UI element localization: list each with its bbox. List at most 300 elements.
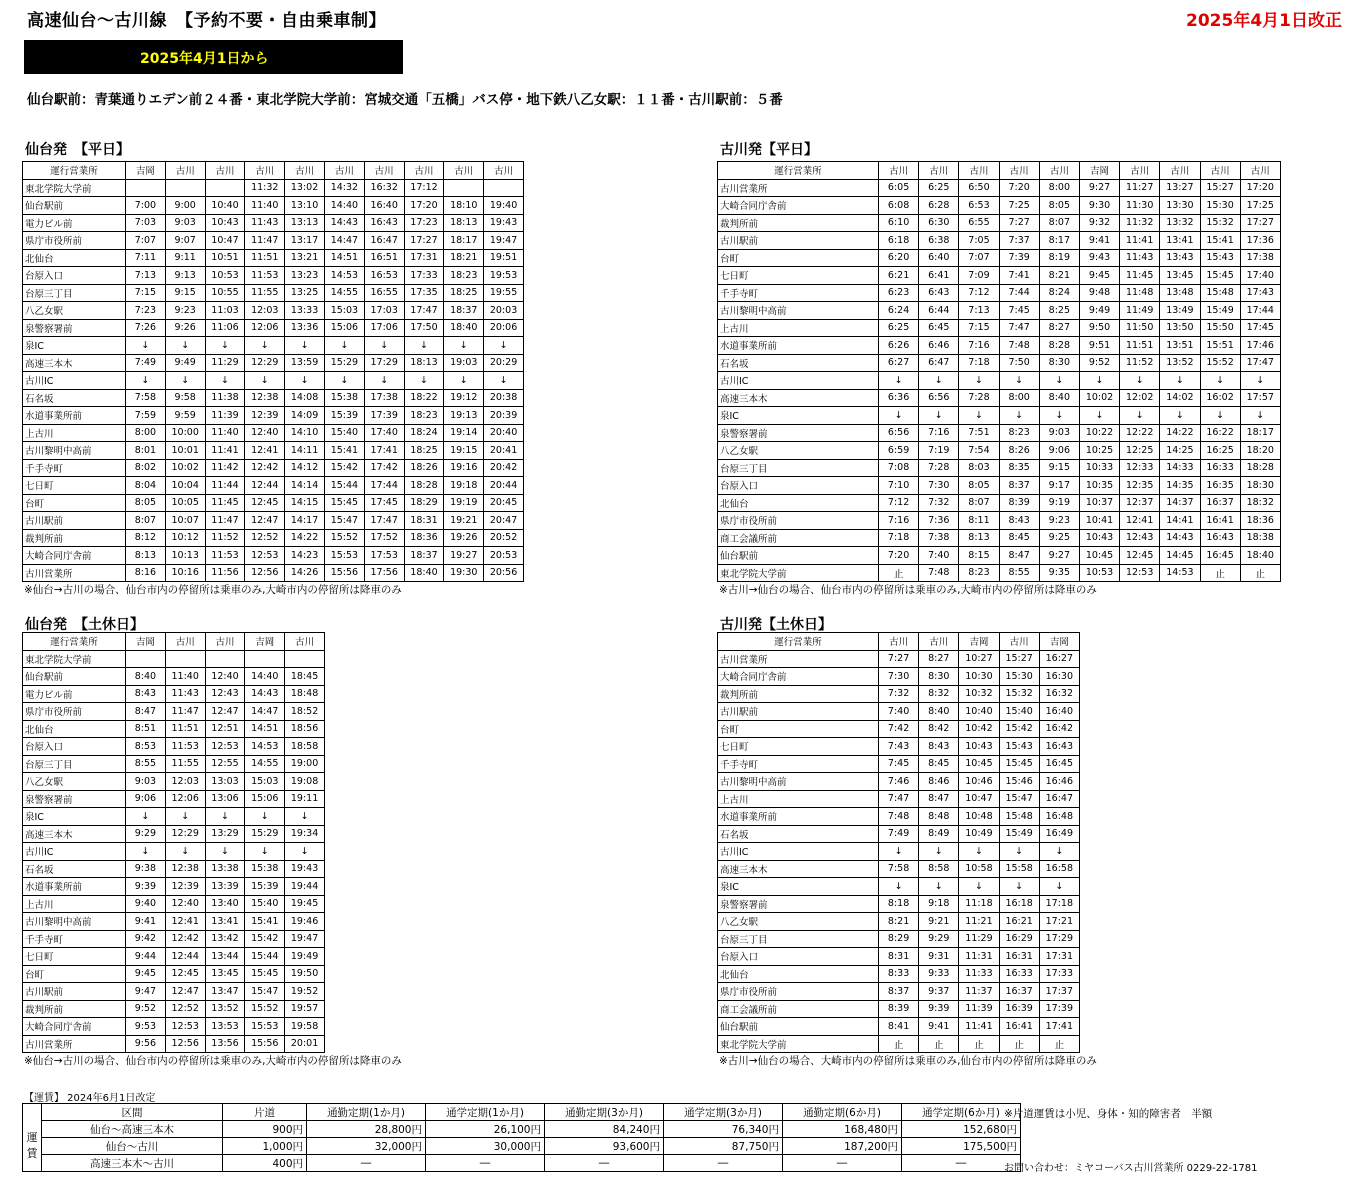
stop-name: 台原入口 [23, 738, 126, 756]
table-row [718, 685, 1080, 703]
departure-time: 9:43 [1079, 249, 1119, 267]
table-row [718, 965, 1080, 983]
departure-time: 19:34 [285, 825, 325, 843]
departure-time: 8:40 [1039, 389, 1079, 407]
operator-column-header: 古川 [879, 633, 919, 651]
departure-time: 15:44 [245, 948, 285, 966]
departure-time: 8:58 [919, 860, 959, 878]
departure-time: 8:19 [1039, 249, 1079, 267]
departure-time: 12:42 [165, 930, 205, 948]
departure-time: 17:39 [364, 407, 404, 425]
departure-time: 16:21 [999, 913, 1039, 931]
departure-time: 17:52 [364, 529, 404, 547]
departure-time: ↓ [999, 372, 1039, 390]
departure-time: 12:53 [1120, 564, 1160, 582]
departure-time: 15:44 [324, 477, 364, 495]
fare-header-school-1m: 通学定期(1か月) [426, 1104, 545, 1121]
departure-time: 8:35 [999, 459, 1039, 477]
table-row [23, 529, 524, 547]
departure-time: 8:16 [126, 564, 166, 582]
departure-time: 11:53 [205, 547, 245, 565]
departure-time: 8:02 [126, 459, 166, 477]
departure-time: 9:29 [919, 930, 959, 948]
table-row [718, 720, 1080, 738]
departure-time: 8:13 [959, 529, 999, 547]
departure-time: 13:52 [205, 1000, 245, 1018]
departure-time: 16:35 [1200, 477, 1240, 495]
departure-time: 7:23 [126, 302, 166, 320]
departure-time: 18:28 [1240, 459, 1280, 477]
departure-time: 11:53 [245, 267, 285, 285]
departure-time: 8:40 [919, 703, 959, 721]
departure-time: 7:58 [126, 389, 166, 407]
departure-time: 6:46 [919, 337, 959, 355]
operator-column-header: 吉岡 [126, 633, 166, 651]
departure-time: 11:41 [1120, 232, 1160, 250]
stop-name: 水道事業所前 [23, 407, 126, 425]
departure-time: 17:18 [1039, 895, 1079, 913]
departure-time: ↓ [959, 843, 999, 861]
departure-time: 9:41 [1079, 232, 1119, 250]
departure-time: ↓ [245, 843, 285, 861]
fare-header-oneway: 片道 [223, 1104, 307, 1121]
departure-time: 19:57 [285, 1000, 325, 1018]
departure-time: 15:30 [999, 668, 1039, 686]
departure-time: ↓ [959, 878, 999, 896]
departure-time: 17:40 [364, 424, 404, 442]
stop-name: 商工会議所前 [718, 1000, 879, 1018]
departure-time: 19:46 [285, 913, 325, 931]
stop-name: 東北学院大学前 [718, 1035, 879, 1053]
departure-time: 17:35 [404, 284, 444, 302]
departure-time: 9:33 [919, 965, 959, 983]
departure-time: 17:41 [1039, 1018, 1079, 1036]
departure-time: 10:40 [959, 703, 999, 721]
departure-time: 15:56 [324, 564, 364, 582]
departure-time: 16:43 [1039, 738, 1079, 756]
departure-time: 13:17 [285, 232, 325, 250]
departure-time: ↓ [364, 372, 404, 390]
departure-time: 7:15 [126, 284, 166, 302]
departure-time: 19:43 [484, 214, 524, 232]
fare-cell: 175,500円 [902, 1138, 1021, 1155]
departure-time: 11:32 [245, 179, 285, 197]
operator-column-header: 古川 [959, 162, 999, 180]
departure-time: 18:23 [444, 267, 484, 285]
departure-time: 12:45 [245, 494, 285, 512]
departure-time: 17:36 [1240, 232, 1280, 250]
departure-time: 18:13 [404, 354, 444, 372]
departure-time: 15:42 [245, 930, 285, 948]
departure-time: 7:43 [879, 738, 919, 756]
departure-time: 7:07 [959, 249, 999, 267]
departure-time: 10:46 [959, 773, 999, 791]
departure-time: 11:31 [959, 948, 999, 966]
departure-time: 12:47 [165, 983, 205, 1001]
section-title-furukawa-weekday: 古川発【平日】 [720, 142, 818, 158]
boarding-stops-note: 仙台駅前：青葉通りエデン前２４番・東北学院大学前：宮城交通「五橋」バス停・地下鉄八乙女駅：１１番・古川駅前：５番 [27, 92, 783, 108]
table-row [718, 389, 1281, 407]
departure-time: ↓ [1039, 372, 1079, 390]
departure-time: 16:47 [364, 232, 404, 250]
table-row [23, 755, 325, 773]
fare-discount-note: ※片道運賃は小児、身体・知的障害者 半額 [1004, 1108, 1213, 1120]
departure-time: 12:03 [165, 773, 205, 791]
operator-column-header: 吉岡 [245, 633, 285, 651]
departure-time: ↓ [324, 372, 364, 390]
departure-time [165, 650, 205, 668]
departure-time: 20:56 [484, 564, 524, 582]
departure-time: 9:03 [165, 214, 205, 232]
departure-time: 9:32 [1079, 214, 1119, 232]
departure-time: 17:12 [404, 179, 444, 197]
departure-time: 18:22 [404, 389, 444, 407]
departure-time: ↓ [364, 337, 404, 355]
table-row [23, 1035, 325, 1053]
departure-time: 13:50 [1160, 319, 1200, 337]
stop-name: 古川IC [23, 843, 126, 861]
departure-time: 18:10 [444, 197, 484, 215]
timetable-sendai-holiday [22, 632, 325, 1053]
departure-time: 15:43 [999, 738, 1039, 756]
departure-time: 15:27 [1200, 179, 1240, 197]
departure-time: 9:00 [165, 197, 205, 215]
departure-time: 6:08 [879, 197, 919, 215]
departure-time: 10:02 [1079, 389, 1119, 407]
departure-time: 8:07 [1039, 214, 1079, 232]
departure-time: 15:56 [245, 1035, 285, 1053]
departure-time: ↓ [1120, 407, 1160, 425]
departure-time: 17:25 [1240, 197, 1280, 215]
departure-time: 14:43 [245, 685, 285, 703]
stop-name: 北仙台 [718, 494, 879, 512]
departure-time: 14:53 [245, 738, 285, 756]
departure-time: ↓ [245, 372, 285, 390]
departure-time: 16:31 [999, 948, 1039, 966]
departure-time: 10:43 [205, 214, 245, 232]
departure-time: 13:33 [285, 302, 325, 320]
departure-time: 7:18 [879, 529, 919, 547]
departure-time: 10:47 [205, 232, 245, 250]
departure-time: 12:33 [1120, 459, 1160, 477]
stop-name: 県庁市役所前 [718, 512, 879, 530]
departure-time: 8:39 [999, 494, 1039, 512]
departure-time: 18:30 [1240, 477, 1280, 495]
table-row [23, 477, 524, 495]
table-row [718, 564, 1281, 582]
stop-name: 石名坂 [23, 860, 126, 878]
departure-time: 13:27 [1160, 179, 1200, 197]
departure-time: 17:23 [404, 214, 444, 232]
fare-cell: 93,600円 [545, 1138, 664, 1155]
departure-time: 9:41 [126, 913, 166, 931]
departure-time: 18:21 [444, 249, 484, 267]
departure-time: 9:42 [126, 930, 166, 948]
departure-time: 7:13 [126, 267, 166, 285]
departure-time: 13:21 [285, 249, 325, 267]
table-row [718, 948, 1080, 966]
departure-time: 6:56 [879, 424, 919, 442]
departure-time: ↓ [879, 372, 919, 390]
departure-time: 8:15 [959, 547, 999, 565]
departure-time: ↓ [245, 337, 285, 355]
departure-time: 15:03 [245, 773, 285, 791]
departure-time: 15:47 [324, 512, 364, 530]
stop-name: 高速三本木 [718, 860, 879, 878]
departure-time: 17:45 [364, 494, 404, 512]
table-row [23, 1000, 325, 1018]
departure-time: 11:52 [205, 529, 245, 547]
departure-time: 10:40 [205, 197, 245, 215]
table-row [718, 284, 1281, 302]
stop-name: 泉警察署前 [23, 319, 126, 337]
departure-time: 9:48 [1079, 284, 1119, 302]
departure-time: 18:52 [285, 703, 325, 721]
departure-time: 16:45 [1039, 755, 1079, 773]
stop-name: 泉IC [718, 878, 879, 896]
stop-name: 商工会議所前 [718, 529, 879, 547]
departure-time: 11:48 [1120, 284, 1160, 302]
departure-time: 11:43 [165, 685, 205, 703]
departure-time: 17:44 [1240, 302, 1280, 320]
table-row [718, 738, 1080, 756]
departure-time: 16:39 [999, 1000, 1039, 1018]
departure-time: 13:30 [1160, 197, 1200, 215]
departure-time: 18:48 [285, 685, 325, 703]
stop-name: 古川営業所 [23, 1035, 126, 1053]
departure-time: ↓ [205, 337, 245, 355]
departure-time: 11:03 [205, 302, 245, 320]
stop-name: 北仙台 [718, 965, 879, 983]
departure-time: 7:47 [999, 319, 1039, 337]
departure-time: 8:07 [126, 512, 166, 530]
stop-name: 台原三丁目 [718, 459, 879, 477]
departure-time: 15:52 [1200, 354, 1240, 372]
note-furukawa-holiday: ※古川→仙台の場合、大崎市内の停留所は乗車のみ,仙台市内の停留所は降車のみ [719, 1055, 1097, 1067]
departure-time: 17:47 [404, 302, 444, 320]
departure-time: 14:26 [285, 564, 325, 582]
departure-time: 11:32 [1120, 214, 1160, 232]
departure-time: ↓ [285, 337, 325, 355]
table-row [718, 267, 1281, 285]
table-row [23, 442, 524, 460]
departure-time: 18:36 [1240, 512, 1280, 530]
departure-time: 11:43 [1120, 249, 1160, 267]
fare-cell: 仙台～古川 [42, 1138, 223, 1155]
departure-time: 7:40 [879, 703, 919, 721]
departure-time: 13:49 [1160, 302, 1200, 320]
departure-time: 7:27 [999, 214, 1039, 232]
departure-time: 6:43 [919, 284, 959, 302]
departure-time: 9:17 [1039, 477, 1079, 495]
departure-time: 14:02 [1160, 389, 1200, 407]
stop-name: 北仙台 [23, 720, 126, 738]
fare-cell: 400円 [223, 1155, 307, 1172]
departure-time: 15:38 [245, 860, 285, 878]
departure-time: 7:08 [879, 459, 919, 477]
departure-time: 7:47 [879, 790, 919, 808]
operator-column-header: 古川 [1039, 162, 1079, 180]
departure-time: 9:26 [165, 319, 205, 337]
departure-time [165, 179, 205, 197]
departure-time: 8:55 [999, 564, 1039, 582]
departure-time: ↓ [1039, 878, 1079, 896]
departure-time: 12:29 [245, 354, 285, 372]
departure-time: 7:28 [919, 459, 959, 477]
stop-name: 古川駅前 [23, 983, 126, 1001]
departure-time: 17:21 [1039, 913, 1079, 931]
stop-name: 泉IC [718, 407, 879, 425]
stop-name: 八乙女駅 [23, 302, 126, 320]
departure-time: 止 [959, 1035, 999, 1053]
departure-time: 19:49 [285, 948, 325, 966]
departure-time: 6:25 [919, 179, 959, 197]
departure-time: 10:37 [1079, 494, 1119, 512]
departure-time: 9:07 [165, 232, 205, 250]
stop-name: 泉警察署前 [718, 895, 879, 913]
departure-time: 9:40 [126, 895, 166, 913]
departure-time: 8:00 [999, 389, 1039, 407]
departure-time: 16:41 [1200, 512, 1240, 530]
departure-time: 10:16 [165, 564, 205, 582]
departure-time: 19:16 [444, 459, 484, 477]
fare-cell: 84,240円 [545, 1121, 664, 1138]
table-row [23, 895, 325, 913]
timetable-sendai-weekday [22, 161, 524, 582]
departure-time: 15:40 [245, 895, 285, 913]
departure-time: 12:53 [165, 1018, 205, 1036]
departure-time: 19:27 [444, 547, 484, 565]
departure-time: 15:47 [999, 790, 1039, 808]
departure-time: 11:47 [205, 512, 245, 530]
departure-time: 8:51 [126, 720, 166, 738]
fare-cell: 187,200円 [783, 1138, 902, 1155]
timetable-furukawa-holiday [717, 632, 1080, 1053]
departure-time: 7:42 [879, 720, 919, 738]
departure-time: 11:37 [959, 983, 999, 1001]
departure-time: 16:22 [1200, 424, 1240, 442]
departure-time: 14:37 [1160, 494, 1200, 512]
stop-name: 古川駅前 [718, 703, 879, 721]
operator-column-header: 古川 [245, 162, 285, 180]
departure-time: 15:50 [1200, 319, 1240, 337]
departure-time: 10:45 [1079, 547, 1119, 565]
departure-time: 9:44 [126, 948, 166, 966]
fare-cell: ― [783, 1155, 902, 1172]
departure-time: ↓ [1039, 843, 1079, 861]
departure-time: 6:23 [879, 284, 919, 302]
fare-cell: 高速三本木～古川 [42, 1155, 223, 1172]
fare-header-school-6m: 通学定期(6か月) [902, 1104, 1021, 1121]
departure-time: ↓ [205, 843, 245, 861]
operator-column-header: 古川 [484, 162, 524, 180]
departure-time: ↓ [165, 808, 205, 826]
departure-time: 7:18 [959, 354, 999, 372]
table-row [23, 983, 325, 1001]
departure-time: 9:38 [126, 860, 166, 878]
departure-time [205, 650, 245, 668]
table-row [718, 668, 1080, 686]
departure-time: 17:43 [1240, 284, 1280, 302]
departure-time: 7:50 [999, 354, 1039, 372]
fare-cell: 26,100円 [426, 1121, 545, 1138]
stop-name: 古川営業所 [23, 564, 126, 582]
departure-time: 6:44 [919, 302, 959, 320]
departure-time: 17:46 [1240, 337, 1280, 355]
stop-name: 古川営業所 [718, 650, 879, 668]
departure-time: 18:37 [444, 302, 484, 320]
departure-time: 18:23 [404, 407, 444, 425]
departure-time: 14:55 [324, 284, 364, 302]
departure-time: 7:27 [879, 650, 919, 668]
departure-time: 8:46 [919, 773, 959, 791]
departure-time: 15:41 [245, 913, 285, 931]
table-row [718, 302, 1281, 320]
departure-time: 11:41 [205, 442, 245, 460]
stop-name: 東北学院大学前 [23, 650, 126, 668]
departure-time: 7:58 [879, 860, 919, 878]
departure-time: 12:53 [205, 738, 245, 756]
departure-time: 12:47 [205, 703, 245, 721]
departure-time: 19:13 [444, 407, 484, 425]
departure-time: 15:58 [999, 860, 1039, 878]
fare-header-commute-1m: 通勤定期(1か月) [307, 1104, 426, 1121]
departure-time: 8:05 [126, 494, 166, 512]
departure-time [126, 650, 166, 668]
departure-time: 17:20 [404, 197, 444, 215]
departure-time: 6:59 [879, 442, 919, 460]
departure-time: 14:45 [1160, 547, 1200, 565]
departure-time: 10:22 [1079, 424, 1119, 442]
departure-time: 8:41 [879, 1018, 919, 1036]
stop-name: 水道事業所前 [718, 337, 879, 355]
departure-time: 6:41 [919, 267, 959, 285]
departure-time: 19:55 [484, 284, 524, 302]
table-row [23, 738, 325, 756]
stop-name: 石名坂 [718, 825, 879, 843]
departure-time: 17:47 [1240, 354, 1280, 372]
operator-column-header: 古川 [205, 633, 245, 651]
stop-name: 石名坂 [718, 354, 879, 372]
section-title-sendai-weekday: 仙台発 【平日】 [25, 142, 130, 158]
departure-time: 6:26 [879, 337, 919, 355]
departure-time: 13:45 [1160, 267, 1200, 285]
stop-name: 台町 [23, 965, 126, 983]
departure-time: 15:48 [999, 808, 1039, 826]
departure-time: 8:53 [126, 738, 166, 756]
table-row [718, 860, 1080, 878]
departure-time: 13:44 [205, 948, 245, 966]
departure-time: 13:38 [205, 860, 245, 878]
departure-time: 18:20 [1240, 442, 1280, 460]
stop-name: 上古川 [718, 319, 879, 337]
departure-time: 14:11 [285, 442, 325, 460]
departure-time: 12:47 [245, 512, 285, 530]
stop-name: 石名坂 [23, 389, 126, 407]
departure-time: 18:58 [285, 738, 325, 756]
departure-time: 9:15 [165, 284, 205, 302]
fare-cell: ― [664, 1155, 783, 1172]
table-row [23, 337, 524, 355]
fare-cell: 28,800円 [307, 1121, 426, 1138]
departure-time: 15:39 [324, 407, 364, 425]
departure-time: 12:38 [165, 860, 205, 878]
departure-time: 17:40 [1240, 267, 1280, 285]
departure-time: 19:51 [484, 249, 524, 267]
fare-side-label [23, 1121, 42, 1172]
departure-time: 14:08 [285, 389, 325, 407]
departure-time: 17:57 [1240, 389, 1280, 407]
